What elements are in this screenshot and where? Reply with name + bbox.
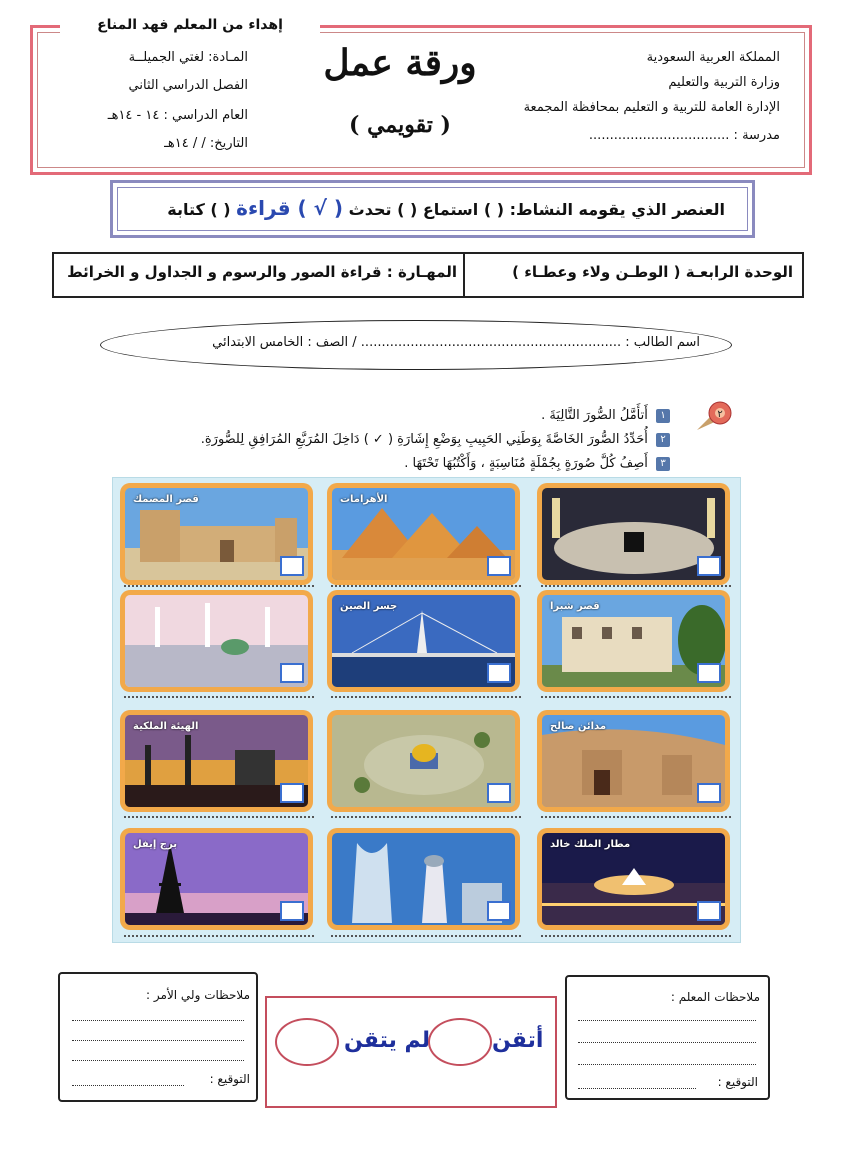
teacher-signature-label: التوقيع : xyxy=(717,1075,758,1089)
parent-notes-line[interactable] xyxy=(72,1040,244,1041)
unit-skill-divider xyxy=(463,252,465,298)
semester-label: الفصل الدراسي الثاني xyxy=(128,78,248,93)
checkbox-aqsa[interactable] xyxy=(487,783,511,803)
photo-madain xyxy=(542,715,725,807)
caption-masmak: قصر المصمك xyxy=(133,494,199,505)
student-info-field[interactable]: اسم الطالب : ............................................................... / الصف : الخامس الابتدائي xyxy=(212,335,700,350)
answer-line[interactable] xyxy=(124,816,314,818)
subject-label: المـادة: لغتي الجميلــة xyxy=(128,50,248,65)
photo-eiffel xyxy=(125,833,308,925)
checkbox-mecca[interactable] xyxy=(697,556,721,576)
checkbox-airport[interactable] xyxy=(697,901,721,921)
photo-card-medina xyxy=(120,590,313,692)
gift-label: إهداء من المعلم فهد المناع xyxy=(60,12,320,38)
instruction-number-1: ١ xyxy=(656,409,670,423)
teacher-notes-line[interactable] xyxy=(578,1020,756,1021)
caption-madain: مدائن صالح xyxy=(550,721,607,732)
caption-pyramids: الأهرامات xyxy=(340,494,388,505)
caption-industrial: الهيئة الملكية xyxy=(133,721,199,732)
caption-airport: مطار الملك خالد xyxy=(550,839,631,850)
checkbox-palace[interactable] xyxy=(697,663,721,683)
photo-card-industrial xyxy=(120,710,313,812)
not-mastered-oval[interactable] xyxy=(275,1018,339,1066)
photo-masmak xyxy=(125,488,308,580)
answer-line[interactable] xyxy=(541,935,731,937)
photo-card-palace xyxy=(537,590,730,692)
teacher-notes-line[interactable] xyxy=(578,1064,756,1065)
parent-signature-label: التوقيع : xyxy=(209,1072,250,1086)
checkbox-madain[interactable] xyxy=(697,783,721,803)
answer-line[interactable] xyxy=(541,585,731,587)
not-mastered-label: لم يتقن xyxy=(344,1028,431,1053)
skill-label: المهـارة : قراءة الصور والرسوم و الجداول و الخرائط xyxy=(67,263,457,281)
activity-prefix: العنصر الذي يقومه النشاط: xyxy=(509,200,725,219)
answer-line[interactable] xyxy=(124,585,314,587)
instruction-number-3: ٣ xyxy=(656,457,670,471)
teacher-signature-line[interactable] xyxy=(578,1088,696,1089)
photo-palace xyxy=(542,595,725,687)
directorate-label: الإدارة العامة للتربية و التعليم بمحافظة المجمعة xyxy=(523,100,780,115)
page-subtitle: ( تقويمي ) xyxy=(349,112,451,138)
instruction-3 xyxy=(404,456,670,471)
caption-palace: قصر شبرا xyxy=(550,601,600,612)
answer-line[interactable] xyxy=(331,585,521,587)
checkbox-pyramids[interactable] xyxy=(487,556,511,576)
checkbox-masmak[interactable] xyxy=(280,556,304,576)
photo-card-airport xyxy=(537,828,730,930)
instruction-text-1: أَتأَمَّلُ الصُّورَ التَّالِيَةَ . xyxy=(541,408,648,423)
date-label: التاريخ: / / ١٤هـ xyxy=(164,136,248,151)
activity-reading[interactable]: ( √ ) قراءة xyxy=(236,196,344,220)
photo-card-pyramids xyxy=(327,483,520,585)
mastered-label: أتقن xyxy=(492,1028,544,1053)
answer-line[interactable] xyxy=(331,816,521,818)
instruction-number-2: ٢ xyxy=(656,433,670,447)
answer-line[interactable] xyxy=(541,816,731,818)
parent-notes-line[interactable] xyxy=(72,1060,244,1061)
year-label: العام الدراسي : ١٤ - ١٤هـ xyxy=(107,108,248,123)
photo-card-masmak xyxy=(120,483,313,585)
checkbox-industrial[interactable] xyxy=(280,783,304,803)
photo-pyramids xyxy=(332,488,515,580)
caption-bridge: جسر الصين xyxy=(340,601,398,612)
photo-card-madain xyxy=(537,710,730,812)
pushpin-icon xyxy=(693,400,737,436)
ministry-label: وزارة التربية والتعليم xyxy=(668,75,780,90)
photo-aqsa xyxy=(332,715,515,807)
answer-line[interactable] xyxy=(541,696,731,698)
kingdom-label: المملكة العربية السعودية xyxy=(646,50,780,65)
photo-bridge xyxy=(332,595,515,687)
checkbox-bridge[interactable] xyxy=(487,663,511,683)
answer-line[interactable] xyxy=(331,696,521,698)
photo-riyadh xyxy=(332,833,515,925)
answer-line[interactable] xyxy=(331,935,521,937)
checkbox-eiffel[interactable] xyxy=(280,901,304,921)
caption-eiffel: برج إيفل xyxy=(133,839,177,850)
teacher-notes-label: ملاحظات المعلم : xyxy=(670,990,760,1004)
answer-line[interactable] xyxy=(124,696,314,698)
photo-mecca xyxy=(542,488,725,580)
parent-notes-line[interactable] xyxy=(72,1020,244,1021)
photo-card-eiffel xyxy=(120,828,313,930)
photo-industrial xyxy=(125,715,308,807)
parent-signature-line[interactable] xyxy=(72,1085,184,1086)
instruction-2 xyxy=(201,432,670,447)
instruction-text-3: أَصِفُ كُلَّ صُورَةٍ بِجُمْلَةٍ مُنَاسِبَةٍ ، وَأَكْتُبُهَا تَحْتَهَا . xyxy=(404,456,648,471)
photo-card-riyadh xyxy=(327,828,520,930)
checkbox-riyadh[interactable] xyxy=(487,901,511,921)
photo-airport xyxy=(542,833,725,925)
teacher-notes-line[interactable] xyxy=(578,1042,756,1043)
instruction-1 xyxy=(541,408,670,423)
unit-label: الوحدة الرابعـة ( الوطـن ولاء وعطـاء ) xyxy=(512,263,793,281)
checkbox-medina[interactable] xyxy=(280,663,304,683)
page-title: ورقة عمل xyxy=(323,42,477,84)
activity-line xyxy=(125,196,725,220)
parent-notes-label: ملاحظات ولي الأمر : xyxy=(146,988,250,1002)
activity-listening[interactable]: ( ) استماع xyxy=(422,200,505,219)
photo-medina xyxy=(125,595,308,687)
activity-writing[interactable]: ( ) كتابة xyxy=(167,200,231,219)
photo-card-mecca xyxy=(537,483,730,585)
answer-line[interactable] xyxy=(124,935,314,937)
activity-speaking[interactable]: ( ) تحدث xyxy=(348,200,418,219)
pushpin-badge: ٢ xyxy=(717,409,723,420)
photo-card-aqsa xyxy=(327,710,520,812)
instruction-text-2: أُحَدِّدُ الصُّورَ الخَاصَّةَ بِوَطَنِي الحَبِيبِ بِوَضْعِ إِشَارَةِ ( ✓ ) دَاخِلَ المُرَبَّعِ المُرَافِقِ لِلصُّورَةِ. xyxy=(200,432,648,447)
mastered-oval[interactable] xyxy=(428,1018,492,1066)
photo-card-bridge xyxy=(327,590,520,692)
school-label: مدرسة : .................................. xyxy=(588,128,780,143)
